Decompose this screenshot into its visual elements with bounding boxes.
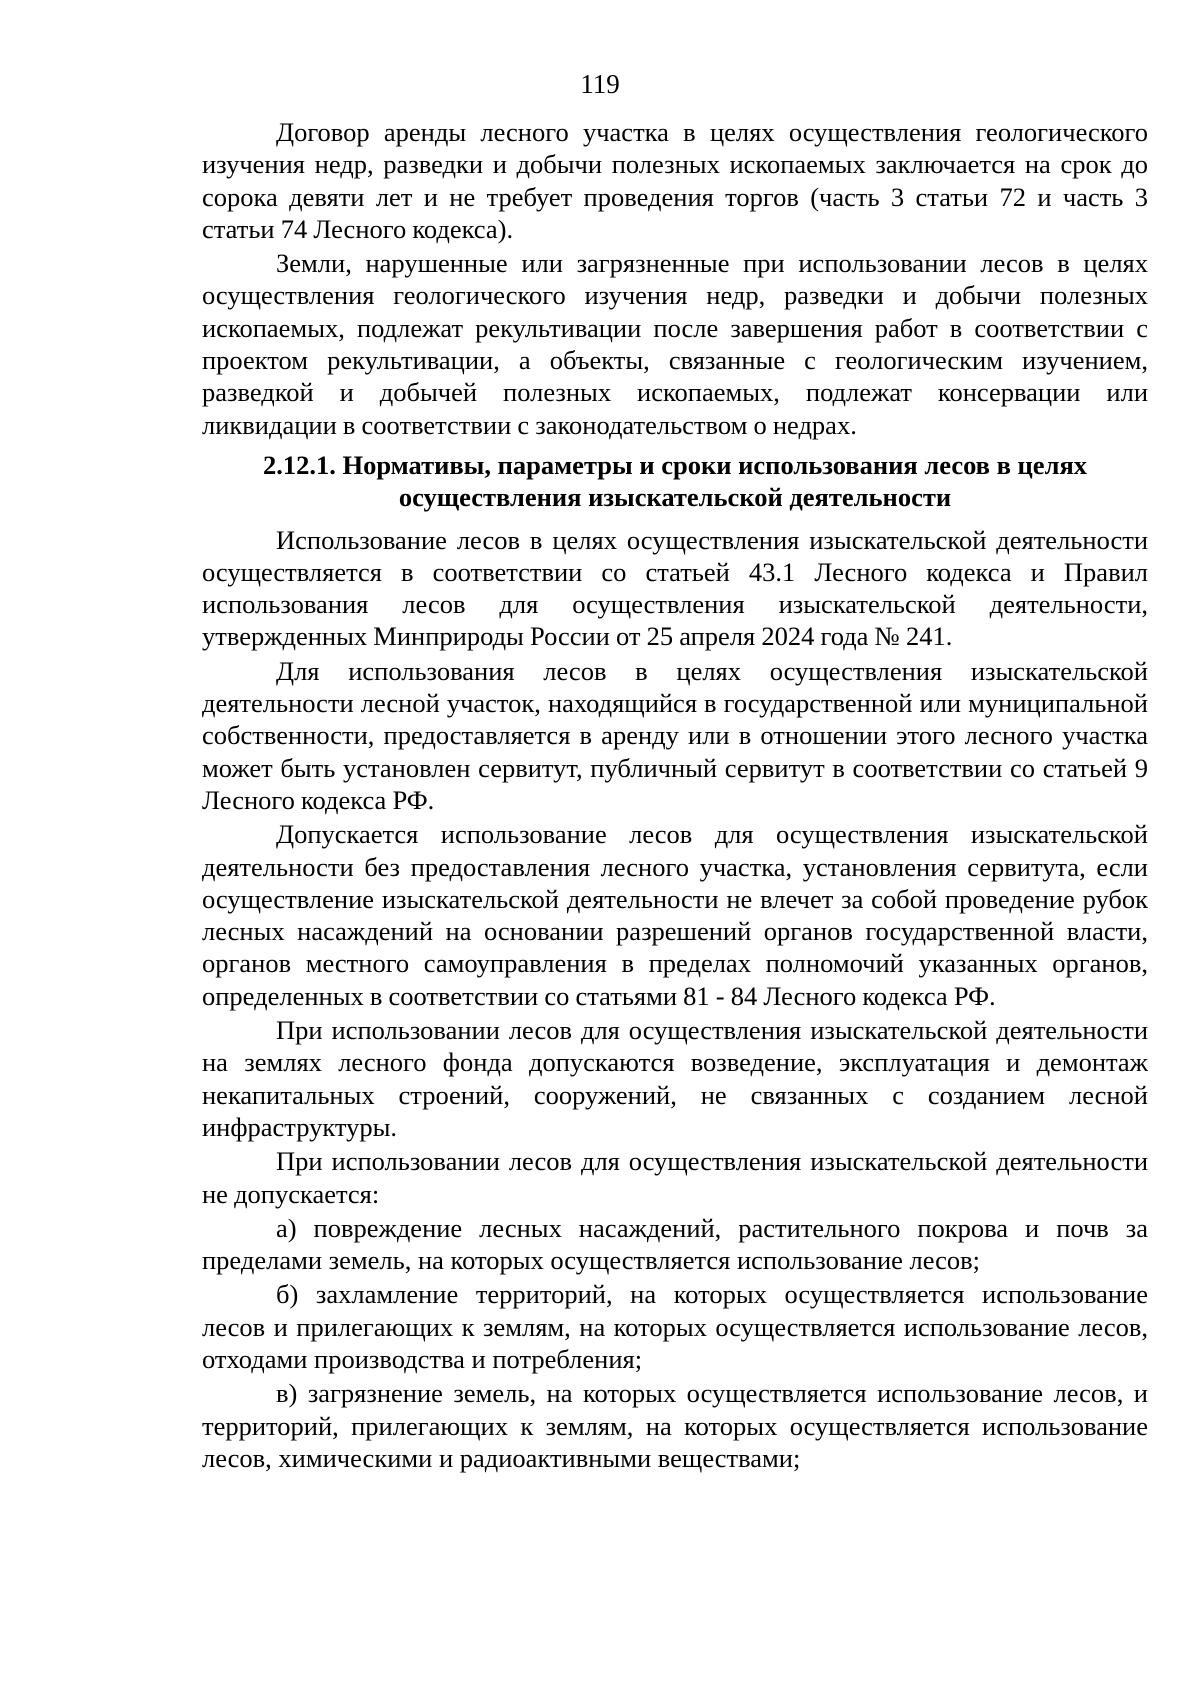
list-item: б) захламление территорий, на которых осуществляется использование лесов и прилегающих к землям, на которых осуществляется использование лесов, отходами производства и потребления; bbox=[202, 1279, 1148, 1374]
paragraph-prohibitions-intro: При использовании лесов для осуществления изыскательской деятельности не допускается: bbox=[202, 1146, 1148, 1209]
section-heading: 2.12.1. Нормативы, параметры и сроки использования лесов в целях осуществления изыскательской деятельности bbox=[262, 449, 1088, 513]
page-number: 119 bbox=[580, 69, 620, 99]
paragraph-temporary-structures: При использовании лесов для осуществления изыскательской деятельности на землях лесного фонда допускаются возведение, эксплуатация и демонтаж некапитальных строений, сооружений, не связанных с созданием лесной инфраструктуры. bbox=[202, 1015, 1148, 1142]
list-item: а) повреждение лесных насаждений, растительного покрова и почв за пределами земель, на которых осуществляется использование лесов; bbox=[202, 1212, 1148, 1276]
paragraph-forest-use-basis: Использование лесов в целях осуществления изыскательской деятельности осуществляется в соответствии со статьей 43.1 Лесного кодекса и Правил использования лесов для осуществления изыскательской деятельности, утвержденных Минприроды России от 25 апреля 2024 года № 241. bbox=[202, 524, 1148, 652]
paragraph-lease-agreement: Договор аренды лесного участка в целях осуществления геологического изучения недр, разведки и добычи полезных ископаемых заключается на срок до сорока девяти лет и не требует проведения торгов (часть 3 статьи 72 и часть 3 статьи 74 Лесного кодекса). bbox=[202, 117, 1148, 244]
paragraph-forest-plot-lease: Для использования лесов в целях осуществления изыскательской деятельности лесной участок, находящийся в государственной или муниципальной собственности, предоставляется в аренду или в отношении этого лесного участка может быть установлен сервитут, публичный сервитут в соответствии со статьей 9 Лесного кодекса РФ. bbox=[202, 655, 1148, 815]
paragraph-use-without-plot: Допускается использование лесов для осуществления изыскательской деятельности без предоставления лесного участка, установления сервитута, если осуществление изыскательской деятельности не влечет за собой проведение рубок лесных насаждений на основании разрешений органов государственной власти, органов местного самоуправления в пределах полномочий указанных органов, определенных в соответствии со статьями 81 - 84 Лесного кодекса РФ. bbox=[202, 819, 1148, 1011]
list-item: в) загрязнение земель, на которых осуществляется использование лесов, и территорий, прилегающих к землям, на которых осуществляется использование лесов, химическими и радиоактивными веществами; bbox=[202, 1378, 1148, 1473]
paragraph-land-reclamation: Земли, нарушенные или загрязненные при использовании лесов в целях осуществления геологического изучения недр, разведки и добычи полезных ископаемых, подлежат рекультивации после завершения работ в соответствии с проектом рекультивации, а объекты, связанные с геологическим изучением, разведкой и добычей полезных ископаемых, подлежат консервации или ликвидации в соответствии с законодательством о недрах. bbox=[202, 248, 1148, 440]
document-body bbox=[202, 116, 1148, 1476]
